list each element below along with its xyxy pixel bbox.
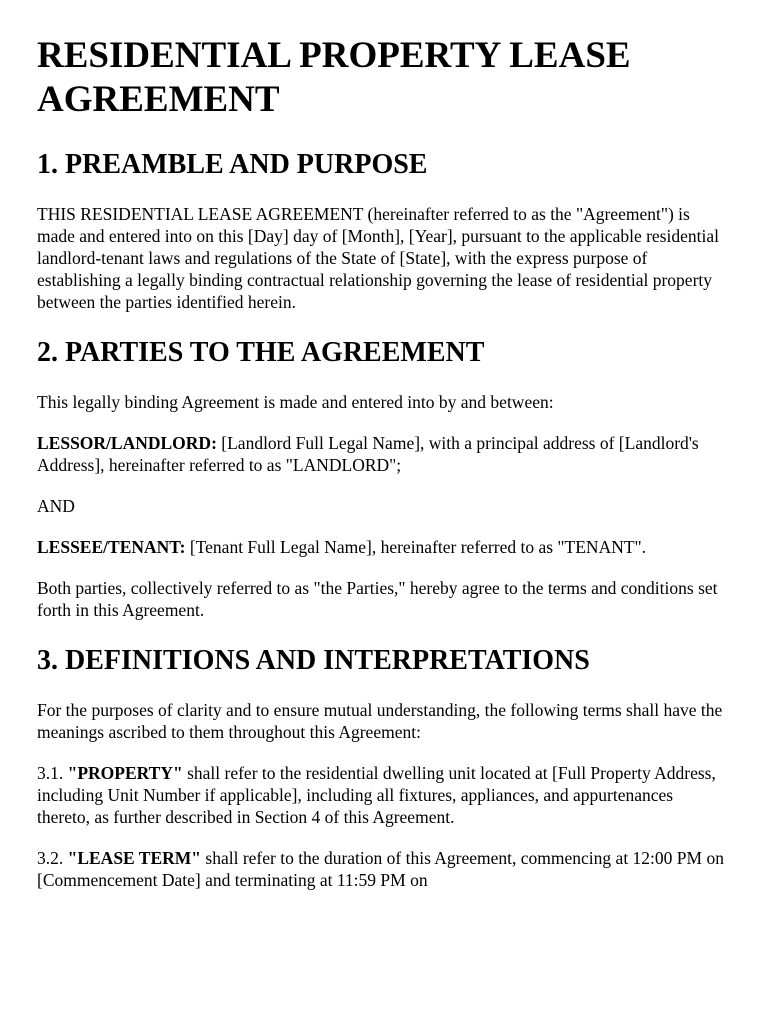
lessor-paragraph [37, 432, 730, 476]
definition-item [37, 762, 730, 828]
section-heading: 1. PREAMBLE AND PURPOSE [37, 149, 428, 180]
parties-closing: Both parties, collectively referred to as "the Parties," hereby agree to the terms and conditions set forth in this Agreement. [37, 578, 718, 620]
definition-number: 3.1. [37, 763, 68, 783]
lessee-paragraph [37, 536, 730, 558]
section-preamble [37, 149, 730, 313]
definition-number: 3.2. [37, 848, 68, 868]
document-title: RESIDENTIAL PROPERTY LEASE AGREEMENT [37, 35, 631, 120]
parties-intro: This legally binding Agreement is made and entered into by and between: [37, 392, 554, 412]
section-definitions [37, 645, 730, 891]
preamble-paragraph: THIS RESIDENTIAL LEASE AGREEMENT (hereinafter referred to as the "Agreement") is made and entered into on this [Day] day of [Month], [Year], pursuant to the applicable residential landlord-tenant laws and regulations of the State of [State], with the express purpose of establishing a legally binding contractual relationship governing the lease of residential property between the parties identified herein. [37, 204, 719, 312]
definition-term: "LEASE TERM" [67, 848, 202, 868]
definition-item [37, 847, 730, 891]
lessor-label: LESSOR/LANDLORD: [37, 433, 217, 453]
section-heading: 2. PARTIES TO THE AGREEMENT [37, 337, 485, 368]
lessee-text: [Tenant Full Legal Name], hereinafter referred to as "TENANT". [185, 537, 647, 557]
definition-text: shall refer to the duration of this Agreement, commencing at 12:00 PM on [Commencement Date] and terminating at 11:59 PM on [37, 848, 724, 890]
section-heading: 3. DEFINITIONS AND INTERPRETATIONS [37, 645, 590, 676]
definitions-intro: For the purposes of clarity and to ensure mutual understanding, the following terms shall have the meanings ascribed to them throughout this Agreement: [37, 700, 723, 742]
lessee-label: LESSEE/TENANT: [37, 537, 186, 557]
definition-term: "PROPERTY" [67, 763, 183, 783]
lessor-text: [Landlord Full Legal Name], with a principal address of [Landlord's Address], hereinafter referred to as "LANDLORD"; [37, 433, 699, 475]
section-parties [37, 337, 730, 621]
definition-text: shall refer to the residential dwelling unit located at [Full Property Address, including Unit Number if applicable], including all fixtures, appliances, and appurtenances thereto, as further described in Section 4 of this Agreement. [37, 763, 716, 827]
and-separator: AND [37, 496, 75, 516]
